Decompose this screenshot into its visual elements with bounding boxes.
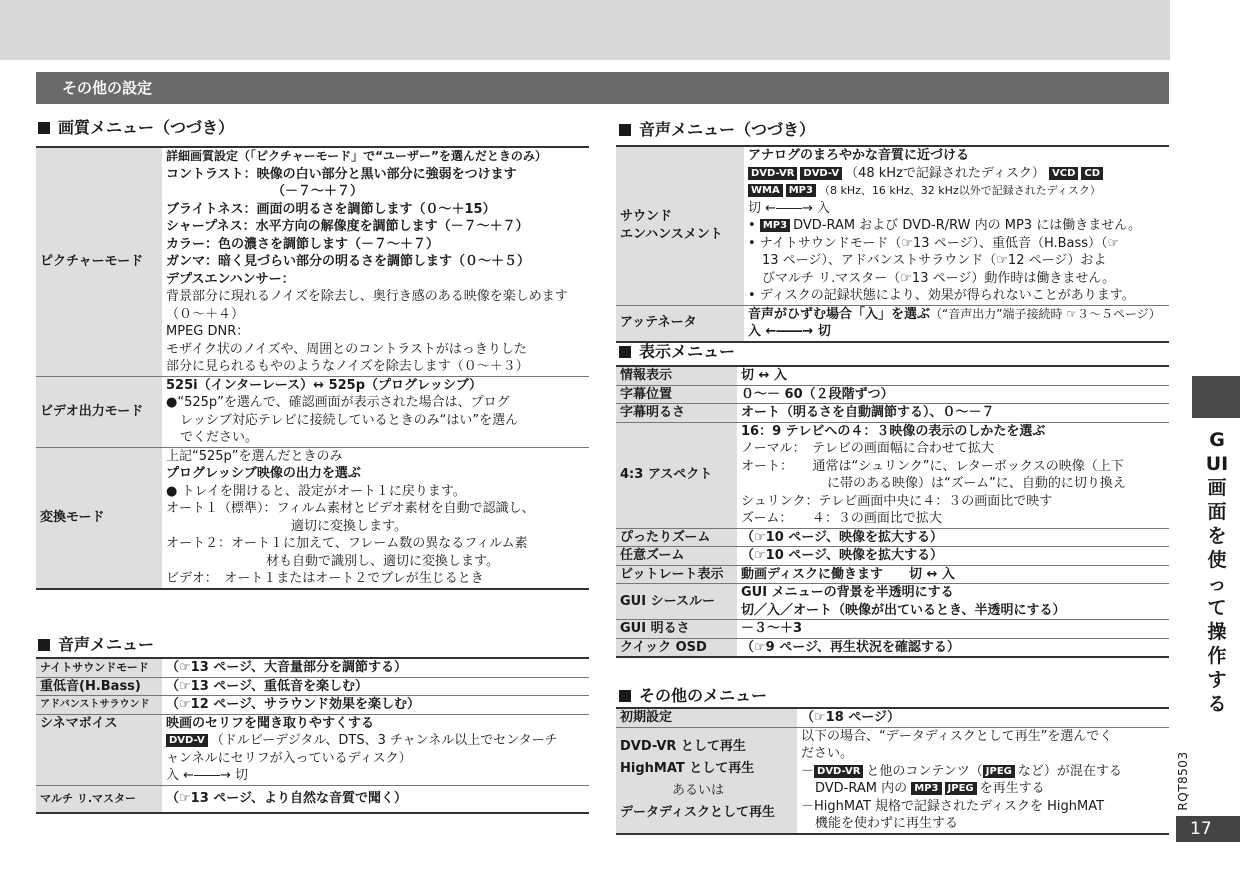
gui-seethrough-value: GUI メニューの背景を半透明にする 切／入／オート（映像が出ているとき、半透明にする） (737, 584, 1169, 620)
row-label: 情報表示 (616, 366, 737, 385)
row-label: シネマボイス (36, 714, 162, 785)
table-row (36, 677, 589, 696)
audio-cont-table (616, 145, 1169, 343)
audio-menu-heading: 音声メニュー (38, 632, 154, 655)
conversion-mode-value: 上記“525p”を選んだときのみ プログレッシブ映像の出力を選ぶ ● トレイを開けると、設定がオート１に戻ります。 オート１（標準）：フィルム素材とビデオ素材を自動で認識し、 適切に変換します。 オート２：オート１に加えて、フレーム数の異なるフィルム素 材も自動で識別し、適切に変換します。 ビデオ： オート１またはオート２でブレが生じるとき (162, 447, 589, 589)
disc-type-badge: JPEG (945, 782, 977, 795)
table-row (616, 727, 1169, 834)
table-row (616, 638, 1169, 657)
row-value: 切 ↔ 入 (737, 366, 1169, 385)
row-label: ぴったりズーム (616, 528, 737, 547)
row-label: ピクチャーモード (36, 147, 162, 376)
square-bullet-icon (619, 124, 631, 136)
table-row (616, 528, 1169, 547)
model-number: RQT8503 (1176, 751, 1190, 811)
table-row (616, 366, 1169, 385)
disc-type-badge: DVD-VR (814, 765, 863, 778)
chapter-title: GUI画面を使って操作する (1205, 429, 1229, 715)
audio-menu-table (36, 657, 589, 814)
row-value: オート（明るさを自動調節する）、０～－７ (737, 404, 1169, 423)
row-value: ０～－ 60（２段階ずつ） (737, 385, 1169, 404)
chapter-tab (1192, 376, 1240, 418)
table-row (36, 447, 589, 589)
row-label: ビデオ出力モード (36, 376, 162, 447)
square-bullet-icon (619, 690, 631, 702)
table-row (36, 696, 589, 715)
display-menu-table (616, 365, 1169, 658)
table-row (616, 422, 1169, 528)
row-value: （☞10 ページ、映像を拡大する） (737, 547, 1169, 566)
sound-enhancement-value: アナログのまろやかな音質に近づける DVD-VR DVD-V （48 kHzで記録されたディスク） VCD CD WMA MP3 （8 kHz、16 kHz、32 kHz以外で記録されたディスク） 切 ←――→ 入 • MP3 DVD-RAM および DVD-R/RW 内の MP3 には働きません。 • ナイトサウンドモード（☞13 ページ）、重低音（H.Bass）（☞ 13 ページ）、アドバンストサラウンド（☞12 ページ）およ びマルチ リ.マスター（☞13 ページ）動作時は働きません。 • ディスクの記録状態により、効果が得られないことがあります。 (744, 146, 1169, 305)
disc-type-badge: DVD-V (800, 167, 842, 180)
disc-type-badge: MP3 (786, 184, 816, 197)
row-label: クイック OSD (616, 638, 737, 657)
table-row (36, 714, 589, 785)
disc-type-badge: VCD (1049, 167, 1078, 180)
row-value: （☞13 ページ、大音量部分を調節する） (162, 658, 589, 677)
row-value: 動画ディスクに働きます 切 ↔ 入 (737, 565, 1169, 584)
row-label: サウンド エンハンスメント (616, 146, 744, 305)
display-menu-heading: 表示メニュー (619, 339, 735, 362)
row-value: （☞12 ページ、サラウンド効果を楽しむ） (162, 696, 589, 715)
disc-type-badge: DVD-VR (748, 167, 797, 180)
row-label: 初期設定 (616, 708, 797, 727)
row-label: マルチ リ.マスター (36, 785, 162, 813)
row-value: （☞13 ページ、重低音を楽しむ） (162, 677, 589, 696)
table-row (36, 147, 589, 376)
table-row (616, 146, 1169, 305)
page-number: 17 (1176, 816, 1240, 842)
table-row (616, 385, 1169, 404)
table-row (36, 376, 589, 447)
disc-type-badge: JPEG (983, 765, 1015, 778)
row-label: GUI シースルー (616, 584, 737, 620)
square-bullet-icon (619, 346, 631, 358)
disc-type-badge: DVD-V (166, 734, 208, 747)
row-label: 字幕明るさ (616, 404, 737, 423)
row-value: （☞13 ページ、より自然な音質で聞く） (162, 785, 589, 813)
row-value: （☞18 ページ） (797, 708, 1169, 727)
section-title: その他の設定 (36, 72, 1169, 104)
table-row (616, 305, 1169, 342)
row-label: 4:3 アスペクト (616, 422, 737, 528)
row-value: －３～＋3 (737, 620, 1169, 639)
picture-menu-heading: 画質メニュー（つづき） (38, 115, 234, 138)
data-disc-value: 以下の場合、“データディスクとして再生”を選んでく ださい。 － DVD-VR と他のコンテンツ（ JPEG など）が混在する DVD-RAM 内の MP3 JPEG を再生する －HighMAT 規格で記録されたディスクを HighMAT 機能を使わずに再生する (797, 727, 1169, 834)
table-row (36, 658, 589, 677)
audio-cont-heading: 音声メニュー（つづき） (619, 117, 815, 140)
square-bullet-icon (38, 122, 50, 134)
table-row (36, 785, 589, 813)
disc-type-badge: MP3 (911, 782, 941, 795)
picture-mode-value: 詳細画質設定（「ピクチャーモード」で“ユーザー”を選んだときのみ） コントラスト：映像の白い部分と黒い部分に強弱をつけます （－７～＋７） ブライトネス：画面の明るさを調節します（０～＋15） シャープネス：水平方向の解像度を調節します（－７～＋７） カラー：色の濃さを調節します（－７～＋７） ガンマ：暗く見づらい部分の明るさを調節します（０～＋５） デプスエンハンサー： 背景部分に現れるノイズを除去し、奥行き感のある映像を楽しめます （０～＋４） MPEG DNR： モザイク状のノイズや、周囲とのコントラストがはっきりした 部分に見られるもやのようなノイズを除去します（０～＋３） (162, 147, 589, 376)
row-label: GUI 明るさ (616, 620, 737, 639)
other-menu-heading: その他のメニュー (619, 683, 767, 706)
row-value: （☞9 ページ、再生状況を確認する） (737, 638, 1169, 657)
row-label: 字幕位置 (616, 385, 737, 404)
cinema-voice-value: 映画のセリフを聞き取りやすくする DVD-V （ドルビーデジタル、DTS、3 チャンネル以上でセンターチ ャンネルにセリフが入っているディスク） 入 ←――→ 切 (162, 714, 589, 785)
top-band (0, 0, 1170, 60)
row-label: ナイトサウンドモード (36, 658, 162, 677)
table-row (616, 584, 1169, 620)
video-output-value: 525i（インターレース）↔ 525p（プログレッシブ） ●“525p”を選んで、確認画面が表示された場合は、プログ レッシブ対応テレビに接続しているときのみ“はい”を選ん でください。 (162, 376, 589, 447)
row-label: ビットレート表示 (616, 565, 737, 584)
row-label: DVD-VR として再生 HighMAT として再生 あるいは データディスクとして再生 (616, 727, 797, 834)
attenuator-value: 音声がひずむ場合「入」を選ぶ（“音声出力”端子接続時 ☞３～５ページ） 入 ←――→ 切 (744, 305, 1169, 342)
disc-type-badge: WMA (748, 184, 783, 197)
row-label: 重低音(H.Bass) (36, 677, 162, 696)
other-menu-table (616, 707, 1169, 835)
table-row (616, 708, 1169, 727)
row-label: 変換モード (36, 447, 162, 589)
row-label: 任意ズーム (616, 547, 737, 566)
table-row (616, 565, 1169, 584)
table-row (616, 620, 1169, 639)
row-value: （☞10 ページ、映像を拡大する） (737, 528, 1169, 547)
aspect-value: 16：9 テレビへの４：３映像の表示のしかたを選ぶ ノーマル： テレビの画面幅に合わせて拡大 オート： 通常は“シュリンク”に、レターボックスの映像（上下 に帯のある映像）は“ズーム”に、自動的に切り換え シュリンク：テレビ画面中央に４：３の画面比で映す ズーム： ４：３の画面比で拡大 (737, 422, 1169, 528)
disc-type-badge: MP3 (760, 219, 790, 232)
table-row (616, 404, 1169, 423)
picture-menu-table (36, 146, 589, 590)
row-label: アドバンストサラウンド (36, 696, 162, 715)
disc-type-badge: CD (1081, 167, 1103, 180)
row-label: アッテネータ (616, 305, 744, 342)
square-bullet-icon (38, 639, 50, 651)
table-row (616, 547, 1169, 566)
